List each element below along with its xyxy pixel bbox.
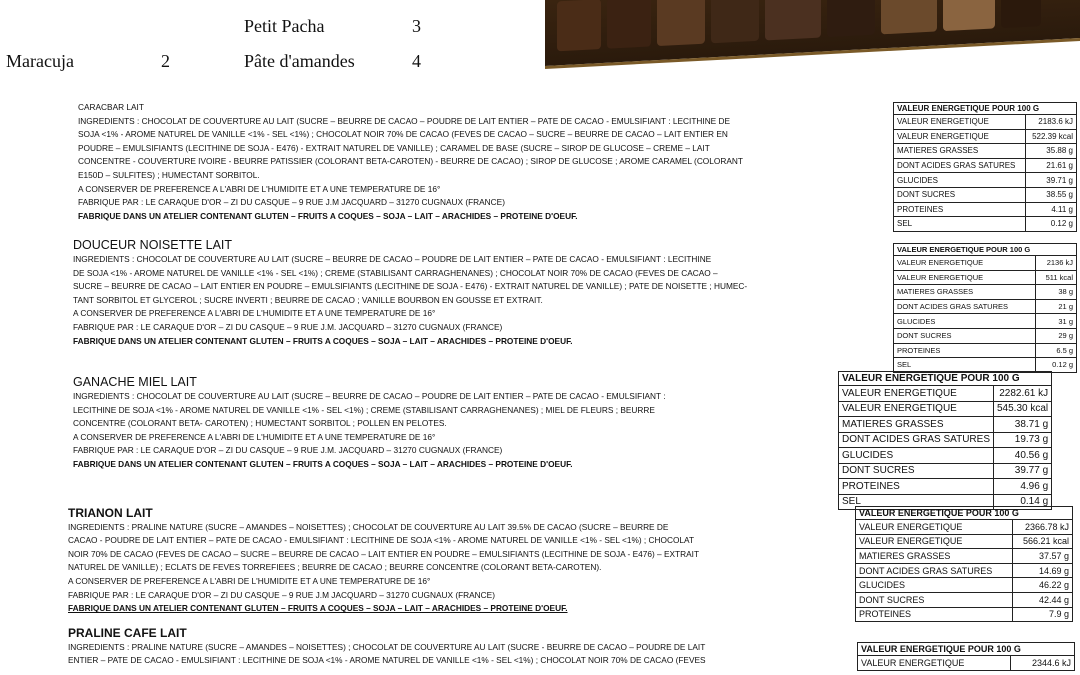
nutrition-table xyxy=(857,642,1075,671)
storage-line: A CONSERVER DE PREFERENCE A L'ABRI DE L'HUMIDITE ET A UNE TEMPERATURE DE 16° xyxy=(68,575,431,586)
nutrition-table xyxy=(893,243,1077,373)
table-row xyxy=(856,607,1073,622)
manufacturer-line: FABRIQUE PAR : LE CARAQUE D'OR – ZI DU CASQUE – 9 RUE J.M. JACQUARD – 31270 CUGNAUX (FRANCE) xyxy=(73,321,503,332)
nutrient-value: 40.56 g xyxy=(994,448,1052,464)
nutrient-value: 14.69 g xyxy=(1013,563,1073,578)
nutrient-label: GLUCIDES xyxy=(894,314,1036,329)
nutrient-label: GLUCIDES xyxy=(856,578,1013,593)
ingredients-line: CACAO - POUDRE DE LAIT ENTIER – PATE DE CACAO - EMULSIFIANT : LECITHINE DE SOJA <1% - AROME NATUREL DE VANILLE <1% - SEL <1%) ; CHOCOLAT xyxy=(68,535,695,546)
table-row xyxy=(894,187,1077,202)
ingredients-line: E150D – SULFITES) ; HUMECTANT SORBITOL. xyxy=(78,169,260,180)
nutrient-value: 2366.78 kJ xyxy=(1013,520,1073,535)
nutrient-value: 2282.61 kJ xyxy=(994,386,1052,402)
table-row xyxy=(856,534,1073,549)
nutrition-header: VALEUR ENERGETIQUE POUR 100 G xyxy=(838,371,1052,385)
ingredients-line: INGREDIENTS : PRALINE NATURE (SUCRE – AMANDES – NOISETTES) ; CHOCOLAT DE COUVERTURE AU LAIT (SUCRE - BEURRE DE CACAO – POUDRE DE LAIT xyxy=(68,641,706,652)
nutrient-label: PROTEINES xyxy=(839,479,994,495)
table-row xyxy=(839,417,1052,433)
nutrient-label: VALEUR ENERGETIQUE xyxy=(856,520,1013,535)
table-row xyxy=(894,173,1077,188)
ingredients-line: NOIR 70% DE CACAO (FEVES DE CACAO – SUCRE – BEURRE DE CACAO – LAIT ENTIER EN POUDRE – EMULSIFIANTS (LECITHINE DE SOJA - E476) – EXTRAIT xyxy=(68,548,700,559)
allergen-footer: FABRIQUE DANS UN ATELIER CONTENANT GLUTEN – FRUITS A COQUES – SOJA – LAIT – ARACHIDES – PROTEINE D'OEUF. xyxy=(68,603,568,614)
table-row xyxy=(894,285,1077,300)
ingredients-line: CONCENTRE (COLORANT BETA- CAROTEN) ; HUMECTANT SORBITOL ; POLLEN EN PELOTES. xyxy=(73,418,447,429)
nutrient-value: 511 kcal xyxy=(1035,270,1076,285)
ingredients-line: DE SOJA <1% - AROME NATUREL DE VANILLE <1% - SEL <1%) ; CREME (STABILISANT CARRAGHENANES) ; CHOCOLAT NOIR 70% DE CACAO (FEVES DE CACAO – xyxy=(73,267,718,278)
nutrient-label: SEL xyxy=(839,494,994,510)
nutrient-value: 0.12 g xyxy=(1035,358,1076,373)
nutrient-value: 0.12 g xyxy=(1026,217,1077,232)
manufacturer-line: FABRIQUE PAR : LE CARAQUE D'OR – ZI DU CASQUE – 9 RUE J.M. JACQUARD – 31270 CUGNAUX (FRANCE) xyxy=(73,445,503,456)
nutrient-value: 37.57 g xyxy=(1013,549,1073,564)
product-block xyxy=(68,507,828,616)
ingredients-line: SUCRE – BEURRE DE CACAO – LAIT ENTIER EN POUDRE – EMULSIFIANTS (LECITHINE DE SOJA - E476) - EXTRAIT NATUREL DE VANILLE) ; PATE DE NOISETTE ; HUMEC- xyxy=(73,281,748,292)
nutrient-label: PROTEINES xyxy=(856,607,1013,622)
nutrient-label: VALEUR ENERGETIQUE xyxy=(858,656,1011,671)
ingredients-line: SOJA <1% - AROME NATUREL DE VANILLE <1% - SEL <1%) ; CHOCOLAT NOIR 70% DE CACAO (FEVES DE CACAO – SUCRE – BEURRE DE CACAO – LAIT ENTIER EN xyxy=(78,129,728,140)
table-row xyxy=(894,270,1077,285)
nutrient-value: 4.11 g xyxy=(1026,202,1077,217)
nutrient-label: DONT SUCRES xyxy=(839,463,994,479)
table-row xyxy=(839,479,1052,495)
product-block xyxy=(73,238,873,348)
nutrient-value: 545.30 kcal xyxy=(994,401,1052,417)
manufacturer-line: FABRIQUE PAR : LE CARAQUE D'OR – ZI DU CASQUE – 9 RUE J.M JACQUARD – 31270 CUGNAUX (FRANCE) xyxy=(68,589,495,600)
ingredients-line: CONCENTRE - COUVERTURE IVOIRE - BEURRE PATISSIER (COLORANT BETA-CAROTEN) - BEURRE DE CACAO) ; SIROP DE GLUCOSE ; AROME CARAMEL (COLORANT xyxy=(78,156,743,167)
ingredients-line: INGREDIENTS : CHOCOLAT DE COUVERTURE AU LAIT (SUCRE – BEURRE DE CACAO – POUDRE DE LAIT ENTIER – PATE DE CACAO - EMULSIFIANT : LECITHINE DE xyxy=(78,115,731,126)
table-row xyxy=(894,299,1077,314)
nutrient-value: 38.71 g xyxy=(994,417,1052,433)
nutrient-value: 39.71 g xyxy=(1026,173,1077,188)
nutrient-value: 42.44 g xyxy=(1013,592,1073,607)
table-row xyxy=(856,549,1073,564)
ingredients-line: TANT SORBITOL ET GLYCEROL ; SUCRE INVERTI ; BEURRE DE CACAO ; VANILLE BOURBON EN GOUSSE ET EXTRAIT. xyxy=(73,294,543,305)
ingredients-line: LECITHINE DE SOJA <1% - AROME NATUREL DE VANILLE <1% - SEL <1%) ; CREME (STABILISANT CARRAGHENANES) ; MIEL DE FLEURS ; BEURRE xyxy=(73,404,655,415)
product-title: DOUCEUR NOISETTE LAIT xyxy=(73,238,233,252)
list-item-name: Maracuja xyxy=(6,51,74,71)
nutrient-label: VALEUR ENERGETIQUE xyxy=(894,129,1026,144)
table-row xyxy=(894,217,1077,232)
nutrient-label: SEL xyxy=(894,358,1036,373)
nutrient-label: MATIERES GRASSES xyxy=(856,549,1013,564)
nutrient-value: 35.88 g xyxy=(1026,144,1077,159)
nutrient-label: VALEUR ENERGETIQUE xyxy=(839,401,994,417)
allergen-footer: FABRIQUE DANS UN ATELIER CONTENANT GLUTEN – FRUITS A COQUES – SOJA – LAIT – ARACHIDES – PROTEINE D'OEUF. xyxy=(73,458,573,469)
allergen-footer: FABRIQUE DANS UN ATELIER CONTENANT GLUTEN – FRUITS A COQUES – SOJA – LAIT – ARACHIDES – PROTEINE D'OEUF. xyxy=(73,335,573,346)
table-row xyxy=(839,432,1052,448)
nutrition-header: VALEUR ENERGETIQUE POUR 100 G xyxy=(855,506,1073,519)
nutrient-value: 4.96 g xyxy=(994,479,1052,495)
nutrient-label: DONT ACIDES GRAS SATURES xyxy=(894,158,1026,173)
nutrient-value: 19.73 g xyxy=(994,432,1052,448)
nutrient-label: DONT SUCRES xyxy=(856,592,1013,607)
ingredients-line: POUDRE – EMULSIFIANTS (LECITHINE DE SOJA - E476) - EXTRAIT NATUREL DE VANILLE) ; CARAMEL DE BASE (SUCRE – SIROP DE GLUCOSE – CREME – LAIT xyxy=(78,142,710,153)
chocolate-box-photo xyxy=(545,0,1080,69)
nutrient-label: MATIERES GRASSES xyxy=(839,417,994,433)
list-item-name: Petit Pacha xyxy=(244,16,325,36)
nutrient-value: 566.21 kcal xyxy=(1013,534,1073,549)
table-row xyxy=(856,592,1073,607)
nutrient-label: VALEUR ENERGETIQUE xyxy=(894,270,1036,285)
list-item-qty: 3 xyxy=(412,16,421,36)
product-block xyxy=(78,101,878,223)
nutrition-table xyxy=(838,371,1052,510)
ingredients-line: INGREDIENTS : CHOCOLAT DE COUVERTURE AU LAIT (SUCRE – BEURRE DE CACAO – POUDRE DE LAIT ENTIER – PATE DE CACAO - EMULSIFIANT : xyxy=(73,391,666,401)
nutrient-label: DONT SUCRES xyxy=(894,328,1036,343)
nutrient-label: DONT ACIDES GRAS SATURES xyxy=(894,299,1036,314)
table-row xyxy=(856,520,1073,535)
product-block xyxy=(68,627,828,668)
nutrient-label: MATIERES GRASSES xyxy=(894,285,1036,300)
nutrition-table xyxy=(893,102,1077,232)
nutrient-label: VALEUR ENERGETIQUE xyxy=(839,386,994,402)
nutrient-label: VALEUR ENERGETIQUE xyxy=(894,115,1026,130)
nutrient-value: 38.55 g xyxy=(1026,187,1077,202)
table-row xyxy=(894,129,1077,144)
table-row xyxy=(839,448,1052,464)
table-row xyxy=(839,401,1052,417)
allergen-footer: FABRIQUE DANS UN ATELIER CONTENANT GLUTEN – FRUITS A COQUES – SOJA – LAIT – ARACHIDES – PROTEINE D'OEUF. xyxy=(78,210,578,221)
product-title: TRIANON LAIT xyxy=(68,506,153,520)
table-row xyxy=(894,328,1077,343)
ingredients-line: ENTIER – PATE DE CACAO - EMULSIFIANT : LECITHINE DE SOJA <1% - AROME NATUREL DE VANILLE <1% - SEL <1%) ; CHOCOLAT NOIR 70% DE CACAO (FEVES xyxy=(68,655,706,666)
table-row xyxy=(856,563,1073,578)
nutrition-table xyxy=(855,506,1073,622)
nutrient-label: SEL xyxy=(894,217,1026,232)
table-row xyxy=(894,314,1077,329)
nutrition-header: VALEUR ENERGETIQUE POUR 100 G xyxy=(857,642,1075,655)
nutrient-value: 39.77 g xyxy=(994,463,1052,479)
table-row xyxy=(894,158,1077,173)
table-row xyxy=(894,256,1077,271)
nutrient-value: 31 g xyxy=(1035,314,1076,329)
nutrient-label: MATIERES GRASSES xyxy=(894,144,1026,159)
nutrient-value: 29 g xyxy=(1035,328,1076,343)
storage-line: A CONSERVER DE PREFERENCE A L'ABRI DE L'HUMIDITE ET A UNE TEMPERATURE DE 16° xyxy=(73,308,436,319)
product-title: CARACBAR LAIT xyxy=(78,102,144,112)
table-row xyxy=(856,578,1073,593)
list-item-qty: 4 xyxy=(412,51,421,71)
product-title: GANACHE MIEL LAIT xyxy=(73,375,197,389)
nutrient-label: DONT ACIDES GRAS SATURES xyxy=(856,563,1013,578)
nutrient-label: GLUCIDES xyxy=(839,448,994,464)
nutrient-value: 522.39 kcal xyxy=(1026,129,1077,144)
nutrient-label: GLUCIDES xyxy=(894,173,1026,188)
table-row xyxy=(894,115,1077,130)
nutrition-header: VALEUR ENERGETIQUE POUR 100 G xyxy=(893,102,1077,114)
nutrient-value: 38 g xyxy=(1035,285,1076,300)
nutrient-value: 0.14 g xyxy=(994,494,1052,510)
table-row xyxy=(858,656,1075,671)
nutrient-label: DONT ACIDES GRAS SATURES xyxy=(839,432,994,448)
nutrient-label: PROTEINES xyxy=(894,343,1036,358)
nutrient-value: 2136 kJ xyxy=(1035,256,1076,271)
nutrient-value: 2183.6 kJ xyxy=(1026,115,1077,130)
nutrient-value: 21.61 g xyxy=(1026,158,1077,173)
nutrient-label: DONT SUCRES xyxy=(894,187,1026,202)
nutrient-value: 46.22 g xyxy=(1013,578,1073,593)
table-row xyxy=(894,202,1077,217)
table-row xyxy=(894,343,1077,358)
nutrient-value: 2344.6 kJ xyxy=(1011,656,1075,671)
ingredients-line: NATUREL DE VANILLE) ; ECLATS DE FEVES TORREFIEES ; BEURRE DE CACAO ; BEURRE CONCENTRE (COLORANT BETA-CAROTEN). xyxy=(68,562,602,573)
ingredients-line: INGREDIENTS : PRALINE NATURE (SUCRE – AMANDES – NOISETTES) ; CHOCOLAT DE COUVERTURE AU LAIT 39.5% DE CACAO (SUCRE – BEURRE DE xyxy=(68,521,669,532)
ingredients-line: INGREDIENTS : CHOCOLAT DE COUVERTURE AU LAIT (SUCRE – BEURRE DE CACAO – POUDRE DE LAIT ENTIER – PATE DE CACAO - EMULSIFIANT : LECITHINE xyxy=(73,254,712,264)
manufacturer-line: FABRIQUE PAR : LE CARAQUE D'OR – ZI DU CASQUE – 9 RUE J.M JACQUARD – 31270 CUGNAUX (FRANCE) xyxy=(78,197,505,208)
list-item-name: Pâte d'amandes xyxy=(244,51,355,71)
storage-line: A CONSERVER DE PREFERENCE A L'ABRI DE L'HUMIDITE ET A UNE TEMPERATURE DE 16° xyxy=(73,431,436,442)
table-row xyxy=(894,144,1077,159)
table-row xyxy=(839,386,1052,402)
nutrient-label: PROTEINES xyxy=(894,202,1026,217)
product-block xyxy=(73,375,833,472)
nutrient-value: 21 g xyxy=(1035,299,1076,314)
nutrient-value: 7.9 g xyxy=(1013,607,1073,622)
nutrient-label: VALEUR ENERGETIQUE xyxy=(856,534,1013,549)
storage-line: A CONSERVER DE PREFERENCE A L'ABRI DE L'HUMIDITE ET A UNE TEMPERATURE DE 16° xyxy=(78,183,441,194)
list-item-qty: 2 xyxy=(161,51,170,71)
nutrition-header: VALEUR ENERGETIQUE POUR 100 G xyxy=(893,243,1077,255)
table-row xyxy=(839,463,1052,479)
product-title: PRALINE CAFE LAIT xyxy=(68,626,187,640)
nutrient-label: VALEUR ENERGETIQUE xyxy=(894,256,1036,271)
nutrient-value: 6.5 g xyxy=(1035,343,1076,358)
